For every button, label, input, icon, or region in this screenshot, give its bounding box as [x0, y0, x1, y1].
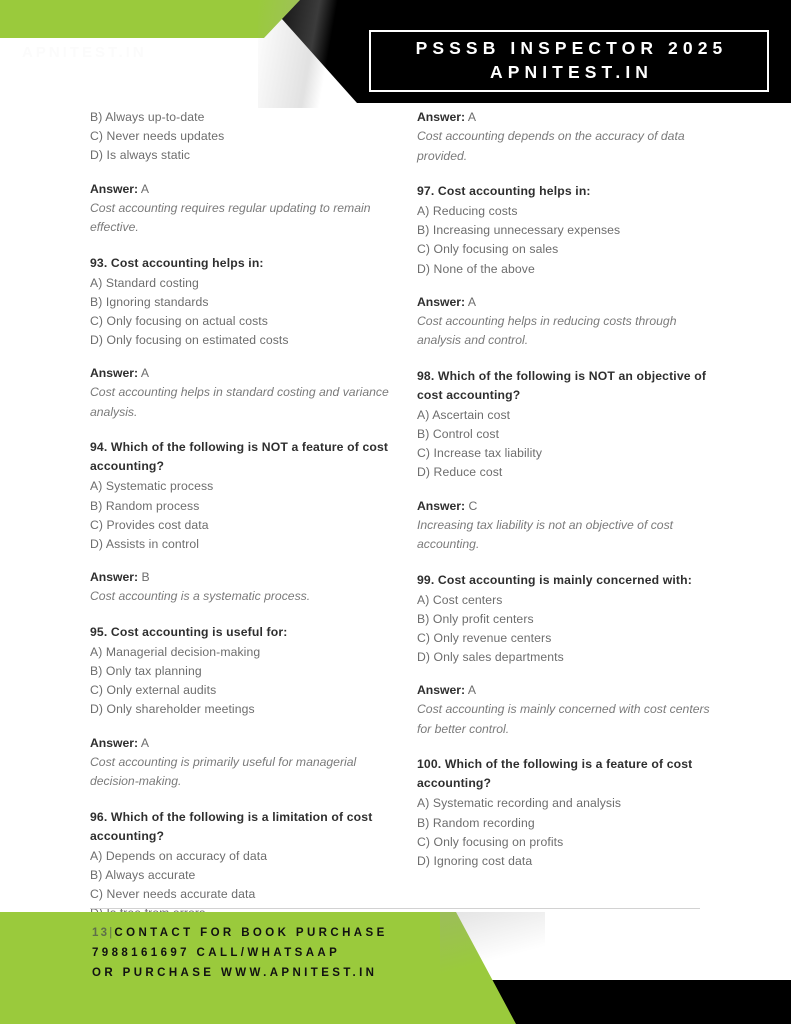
footer-text-group: [92, 923, 388, 983]
answer-value: A: [140, 181, 149, 196]
answer-value: C: [468, 498, 478, 513]
option-item: B) Increasing unnecessary expenses: [417, 223, 621, 238]
answer-explanation: Cost accounting helps in standard costing and variance analysis.: [90, 385, 389, 419]
question-block-95: [90, 623, 390, 792]
footer-divider: [90, 908, 700, 909]
option-item: A) Standard costing: [90, 275, 199, 290]
answer-explanation: Increasing tax liability is not an objective of cost accounting.: [417, 517, 674, 552]
page-content: [0, 108, 791, 901]
footer-line-3: OR PURCHASE WWW.APNITEST.IN: [92, 967, 378, 979]
option-item: D) Only focusing on estimated costs: [90, 333, 289, 348]
answer-explanation: Cost accounting helps in reducing costs through analysis and control.: [417, 313, 677, 348]
answer-label: Answer:: [417, 110, 466, 124]
answer-value: A: [140, 366, 149, 381]
answer-explanation: Cost accounting requires regular updating to remain effective.: [90, 200, 371, 235]
question-heading: 99. Cost accounting is mainly concerned with:: [417, 572, 692, 587]
question-block-100: [417, 755, 717, 871]
answer-line: [90, 180, 390, 199]
option-item: B) Random recording: [417, 815, 535, 830]
page-header: [0, 0, 791, 108]
answer-label: Answer:: [417, 683, 466, 698]
answer-value: A: [467, 683, 476, 698]
answer-explanation: Cost accounting is a systematic process.: [90, 589, 311, 604]
option-item: A) Managerial decision-making: [90, 644, 261, 659]
answer-label: Answer:: [90, 735, 139, 750]
option-item: C) Only revenue centers: [417, 631, 552, 646]
answer-label: Answer:: [90, 570, 139, 585]
option-item: C) Never needs updates: [90, 129, 225, 144]
answer-label: Answer:: [417, 294, 466, 309]
question-heading: 98. Which of the following is NOT an objective of cost accounting?: [417, 368, 707, 402]
option-item: C) Only external audits: [90, 683, 217, 698]
option-item: D) None of the above: [417, 261, 535, 276]
option-item: D) Reduce cost: [417, 465, 503, 480]
option-item: A) Systematic recording and analysis: [417, 796, 622, 811]
option-item: D) Only shareholder meetings: [90, 702, 255, 717]
page-footer: [0, 912, 791, 1024]
answer-value: A: [140, 735, 149, 750]
question-block-94: [90, 438, 390, 606]
answer-value: B: [141, 570, 150, 585]
continued-question-block: [90, 108, 390, 238]
answer-explanation: Cost accounting is mainly concerned with cost centers for better control.: [417, 702, 710, 736]
option-item: C) Provides cost data: [90, 517, 209, 532]
option-item: A) Systematic process: [90, 479, 214, 494]
option-item: C) Increase tax liability: [417, 446, 543, 461]
option-item: B) Only profit centers: [417, 611, 534, 626]
footer-line-2: 7988161697 CALL/WHATSAAP: [92, 947, 341, 959]
answer-label: Answer:: [417, 498, 466, 513]
answer-line: [417, 108, 717, 127]
question-block-99: [417, 571, 717, 740]
answer-label: Answer:: [90, 366, 139, 381]
question-block-97: [417, 182, 717, 351]
answer-line: [417, 293, 717, 312]
question-heading: 94. Which of the following is NOT a feature of cost accounting?: [90, 440, 389, 474]
header-green-shape: [0, 0, 300, 38]
answer-value: A: [467, 294, 476, 309]
question-heading: 97. Cost accounting helps in:: [417, 184, 591, 198]
page-number: 13: [92, 927, 110, 939]
option-item: C) Only focusing on actual costs: [90, 314, 268, 329]
footer-line-1: [92, 923, 388, 943]
answer-line: [90, 734, 390, 753]
option-item: B) Always accurate: [90, 867, 196, 882]
left-column: [90, 108, 390, 923]
option-item: B) Ignoring standards: [90, 294, 209, 309]
header-title-line1: PSSSB INSPECTOR 2025: [415, 38, 728, 59]
question-heading: 96. Which of the following is a limitation of cost accounting?: [90, 809, 373, 843]
question-block-96: [90, 808, 390, 924]
option-item: D) Is always static: [90, 148, 191, 163]
option-item: A) Reducing costs: [417, 204, 518, 218]
option-item: A) Ascertain cost: [417, 407, 511, 422]
answer-line: [417, 497, 717, 516]
option-item: A) Depends on accuracy of data: [90, 848, 268, 863]
option-item: C) Only focusing on sales: [417, 242, 559, 257]
answer-line: [417, 681, 717, 700]
header-title-box: [369, 30, 769, 92]
option-item: B) Only tax planning: [90, 663, 202, 678]
option-item: A) Cost centers: [417, 592, 503, 607]
answer-explanation: Cost accounting is primarily useful for managerial decision-making.: [90, 754, 357, 789]
option-item: B) Always up-to-date: [90, 110, 205, 124]
right-column: [417, 108, 717, 871]
answer-line: [90, 568, 390, 587]
question-heading: 95. Cost accounting is useful for:: [90, 624, 288, 639]
option-item: B) Control cost: [417, 427, 500, 442]
question-heading: 93. Cost accounting helps in:: [90, 255, 264, 270]
question-block-98: [417, 367, 717, 555]
option-item: C) Only focusing on profits: [417, 834, 564, 849]
continued-answer-block: [417, 108, 717, 166]
option-item: D) Ignoring cost data: [417, 854, 533, 869]
option-item: C) Never needs accurate data: [90, 886, 256, 901]
header-watermark: APNITEST.IN: [22, 44, 147, 61]
option-item: B) Random process: [90, 498, 200, 513]
answer-explanation: Cost accounting depends on the accuracy of data provided.: [417, 129, 685, 163]
option-item: D) Assists in control: [90, 537, 200, 552]
question-block-93: [90, 254, 390, 423]
question-heading: 100. Which of the following is a feature of cost accounting?: [417, 757, 693, 791]
option-item: D) Only sales departments: [417, 650, 564, 665]
answer-line: [90, 364, 390, 383]
footer-contact-label: CONTACT FOR BOOK PURCHASE: [114, 927, 388, 939]
answer-label: Answer:: [90, 181, 139, 196]
header-title-line2: APNITEST.IN: [489, 62, 654, 82]
footer-separator: |: [109, 927, 115, 939]
answer-value: A: [467, 110, 476, 124]
